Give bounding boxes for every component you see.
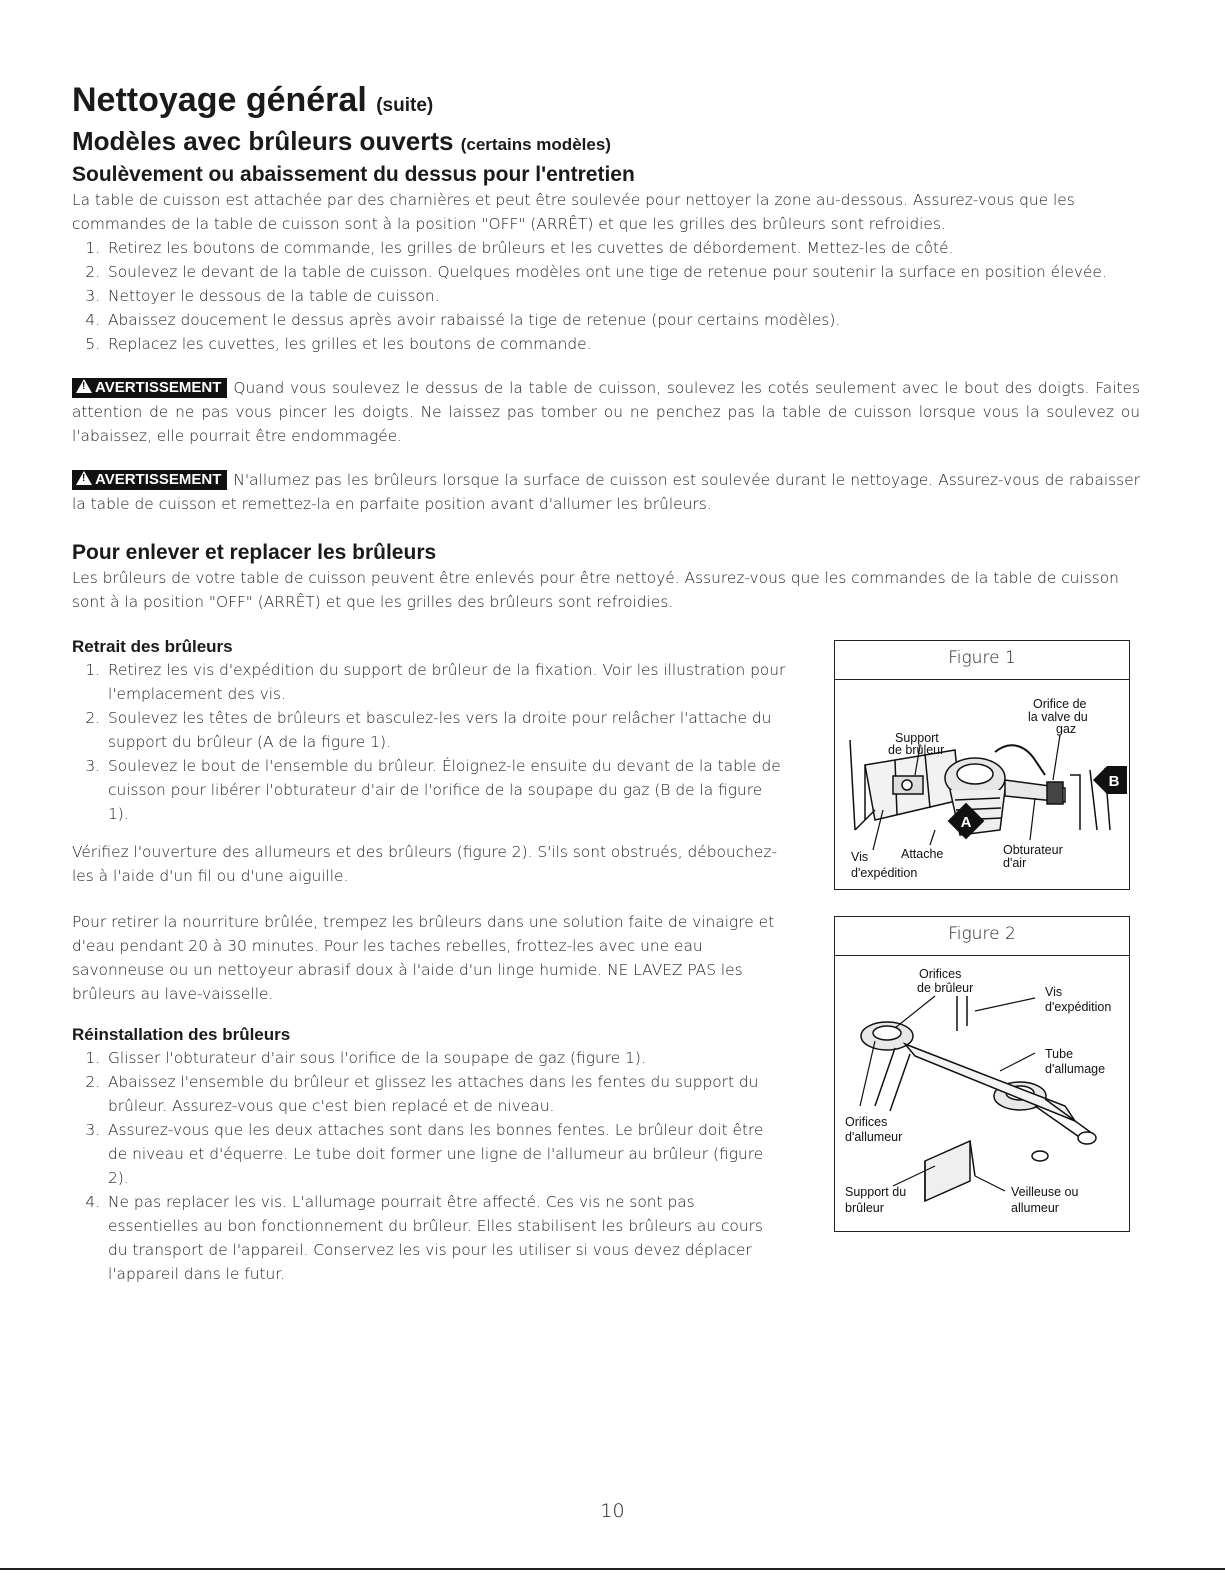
- bottom-rule: [0, 1568, 1225, 1570]
- svg-text:Vis: Vis: [851, 850, 869, 864]
- two-column-area: [72, 636, 1140, 1286]
- svg-text:Orifices: Orifices: [919, 967, 962, 981]
- warning-triangle-icon: !: [76, 379, 92, 393]
- paragraph: Pour retirer la nourriture brûlée, trempez les brûleurs dans une solution faite de vinaigre et d'eau pendant 20 à 30 minutes. Pour les taches rebelles, frottez-les avec une eau savonneuse ou un nettoyeur abrasif doux à l'aide d'un linge humide. NE LAVEZ PAS les brûleurs au lave-vaisselle.: [72, 913, 775, 1003]
- svg-text:Tube: Tube: [1045, 1047, 1074, 1061]
- list-item: 2. Soulevez les têtes de brûleurs et basculez-les vers la droite pour relâcher l'attache du support du brûleur (A de la figure 1).: [105, 706, 787, 754]
- removal-steps-list: [72, 658, 787, 826]
- svg-text:Support du: Support du: [845, 1185, 907, 1199]
- warning-triangle-icon: !: [76, 471, 92, 485]
- section-intro-burners: Les brûleurs de votre table de cuisson peuvent être enlevés pour être nettoyé. Assurez-vous que les commandes de la table de cuisson sont à la position "OFF" (ARRÊT) et que les grilles des brûleurs sont refroidies.: [72, 569, 1119, 611]
- svg-text:Vis: Vis: [1045, 985, 1063, 999]
- svg-text:B: B: [1108, 773, 1120, 790]
- removal-heading: Retrait des brûleurs: [72, 637, 233, 656]
- page-content: [72, 80, 1140, 1286]
- svg-text:Orifices: Orifices: [845, 1115, 888, 1129]
- svg-text:Veilleuse ou: Veilleuse ou: [1011, 1185, 1079, 1199]
- marker-b: [1093, 766, 1127, 794]
- warning-badge: ! AVERTISSEMENT: [72, 470, 227, 490]
- list-item: 1. Glisser l'obturateur d'air sous l'orifice de la soupape de gaz (figure 1).: [105, 1046, 787, 1070]
- list-item: 5. Replacez les cuvettes, les grilles et les boutons de commande.: [105, 332, 1140, 356]
- svg-text:de brûleur: de brûleur: [888, 743, 945, 757]
- burner-orifice-diagram: [835, 956, 1129, 1230]
- svg-text:Orifice de: Orifice de: [1033, 697, 1087, 711]
- figure-2: [834, 916, 1130, 1232]
- paragraph: Vérifiez l'ouverture des allumeurs et des brûleurs (figure 2). S'ils sont obstrués, débouchez-les à l'aide d'un fil ou d'une aiguille.: [72, 843, 778, 885]
- list-item: 4. Ne pas replacer les vis. L'allumage pourrait être affecté. Ces vis ne sont pas essentielles au bon fonctionnement du brûleur. Elles stabilisent les brûleurs au cours du transport de l'appareil. Conservez les vis pour les utiliser si vous devez déplacer l'appareil dans le futur.: [105, 1190, 787, 1286]
- figure-caption: Figure 2: [835, 917, 1129, 956]
- list-item: 2. Abaissez l'ensemble du brûleur et glissez les attaches dans les fentes du support du brûleur. Assurez-vous que c'est bien replacé et de niveau.: [105, 1070, 787, 1118]
- reinstall-steps-list: [72, 1046, 787, 1286]
- section-heading-lift: Soulèvement ou abaissement du dessus pour l'entretien: [72, 163, 635, 186]
- svg-text:gaz: gaz: [1056, 722, 1077, 736]
- figure-1: [834, 640, 1130, 890]
- page-number: 10: [600, 1500, 625, 1522]
- page-subtitle: Modèles avec brûleurs ouverts (certains modèles): [72, 126, 611, 156]
- list-item: 3. Nettoyer le dessous de la table de cuisson.: [105, 284, 1140, 308]
- warning-badge: ! AVERTISSEMENT: [72, 378, 227, 398]
- list-item: 1. Retirez les boutons de commande, les grilles de brûleurs et les cuvettes de débordement. Mettez-les de côté.: [105, 236, 1140, 260]
- instructions-column: [72, 636, 787, 1286]
- section-heading-burners: Pour enlever et replacer les brûleurs: [72, 541, 437, 564]
- burner-assembly-diagram: [835, 680, 1129, 888]
- lift-steps-list: [72, 236, 1140, 356]
- warning-paragraph: ! AVERTISSEMENT Quand vous soulevez le dessus de la table de cuisson, soulevez les cotés seulement avec le bout des doigts. Faites attention de ne pas vous pincer les doigts. Ne laissez pas tomber ou ne penchez pas la table de cuisson lorsque vous la soulevez ou l'abaissez, elle pourrait être endommagée.: [72, 379, 1140, 445]
- svg-text:d'expédition: d'expédition: [1045, 1000, 1112, 1014]
- list-item: 3. Assurez-vous que les deux attaches sont dans les bonnes fentes. Le brûleur doit être de niveau et d'équerre. Le tube doit former une ligne de l'allumeur au brûleur (figure 2).: [105, 1118, 787, 1190]
- list-item: 3. Soulevez le bout de l'ensemble du brûleur. Éloignez-le ensuite du devant de la table de cuisson pour libérer l'obturateur d'air de l'orifice de la soupape du gaz (B de la figure 1).: [105, 754, 787, 826]
- page-title: Nettoyage général (suite): [72, 81, 434, 119]
- svg-text:Attache: Attache: [901, 847, 944, 861]
- warning-paragraph: ! AVERTISSEMENT N'allumez pas les brûleurs lorsque la surface de cuisson est soulevée durant le nettoyage. Assurez-vous de rabaisser la table de cuisson et remettez-la en parfaite position avant d'allumer les brûleurs.: [72, 471, 1140, 513]
- svg-text:d'air: d'air: [1003, 856, 1027, 870]
- list-item: 4. Abaissez doucement le dessus après avoir rabaissé la tige de retenue (pour certains modèles).: [105, 308, 1140, 332]
- svg-text:A: A: [960, 814, 972, 831]
- svg-text:la valve du: la valve du: [1028, 710, 1088, 724]
- list-item: 2. Soulevez le devant de la table de cuisson. Quelques modèles ont une tige de retenue pour soutenir la surface en position élevée.: [105, 260, 1140, 284]
- svg-text:d'allumage: d'allumage: [1045, 1062, 1106, 1076]
- svg-text:Obturateur: Obturateur: [1003, 843, 1063, 857]
- reinstall-heading: Réinstallation des brûleurs: [72, 1025, 291, 1044]
- svg-text:brûleur: brûleur: [845, 1201, 884, 1215]
- svg-text:Support: Support: [895, 731, 939, 745]
- figure-caption: Figure 1: [835, 641, 1129, 680]
- svg-text:d'expédition: d'expédition: [851, 866, 918, 880]
- list-item: 1. Retirez les vis d'expédition du support de brûleur de la fixation. Voir les illustration pour l'emplacement des vis.: [105, 658, 787, 706]
- section-intro-lift: La table de cuisson est attachée par des charnières et peut être soulevée pour nettoyer la zone au-dessous. Assurez-vous que les commandes de la table de cuisson sont à la position "OFF" (ARRÊT) et que les grilles des brûleurs sont refroidies.: [72, 191, 1075, 233]
- svg-text:de brûleur: de brûleur: [917, 981, 974, 995]
- svg-text:allumeur: allumeur: [1011, 1201, 1059, 1215]
- svg-text:d'allumeur: d'allumeur: [845, 1130, 903, 1144]
